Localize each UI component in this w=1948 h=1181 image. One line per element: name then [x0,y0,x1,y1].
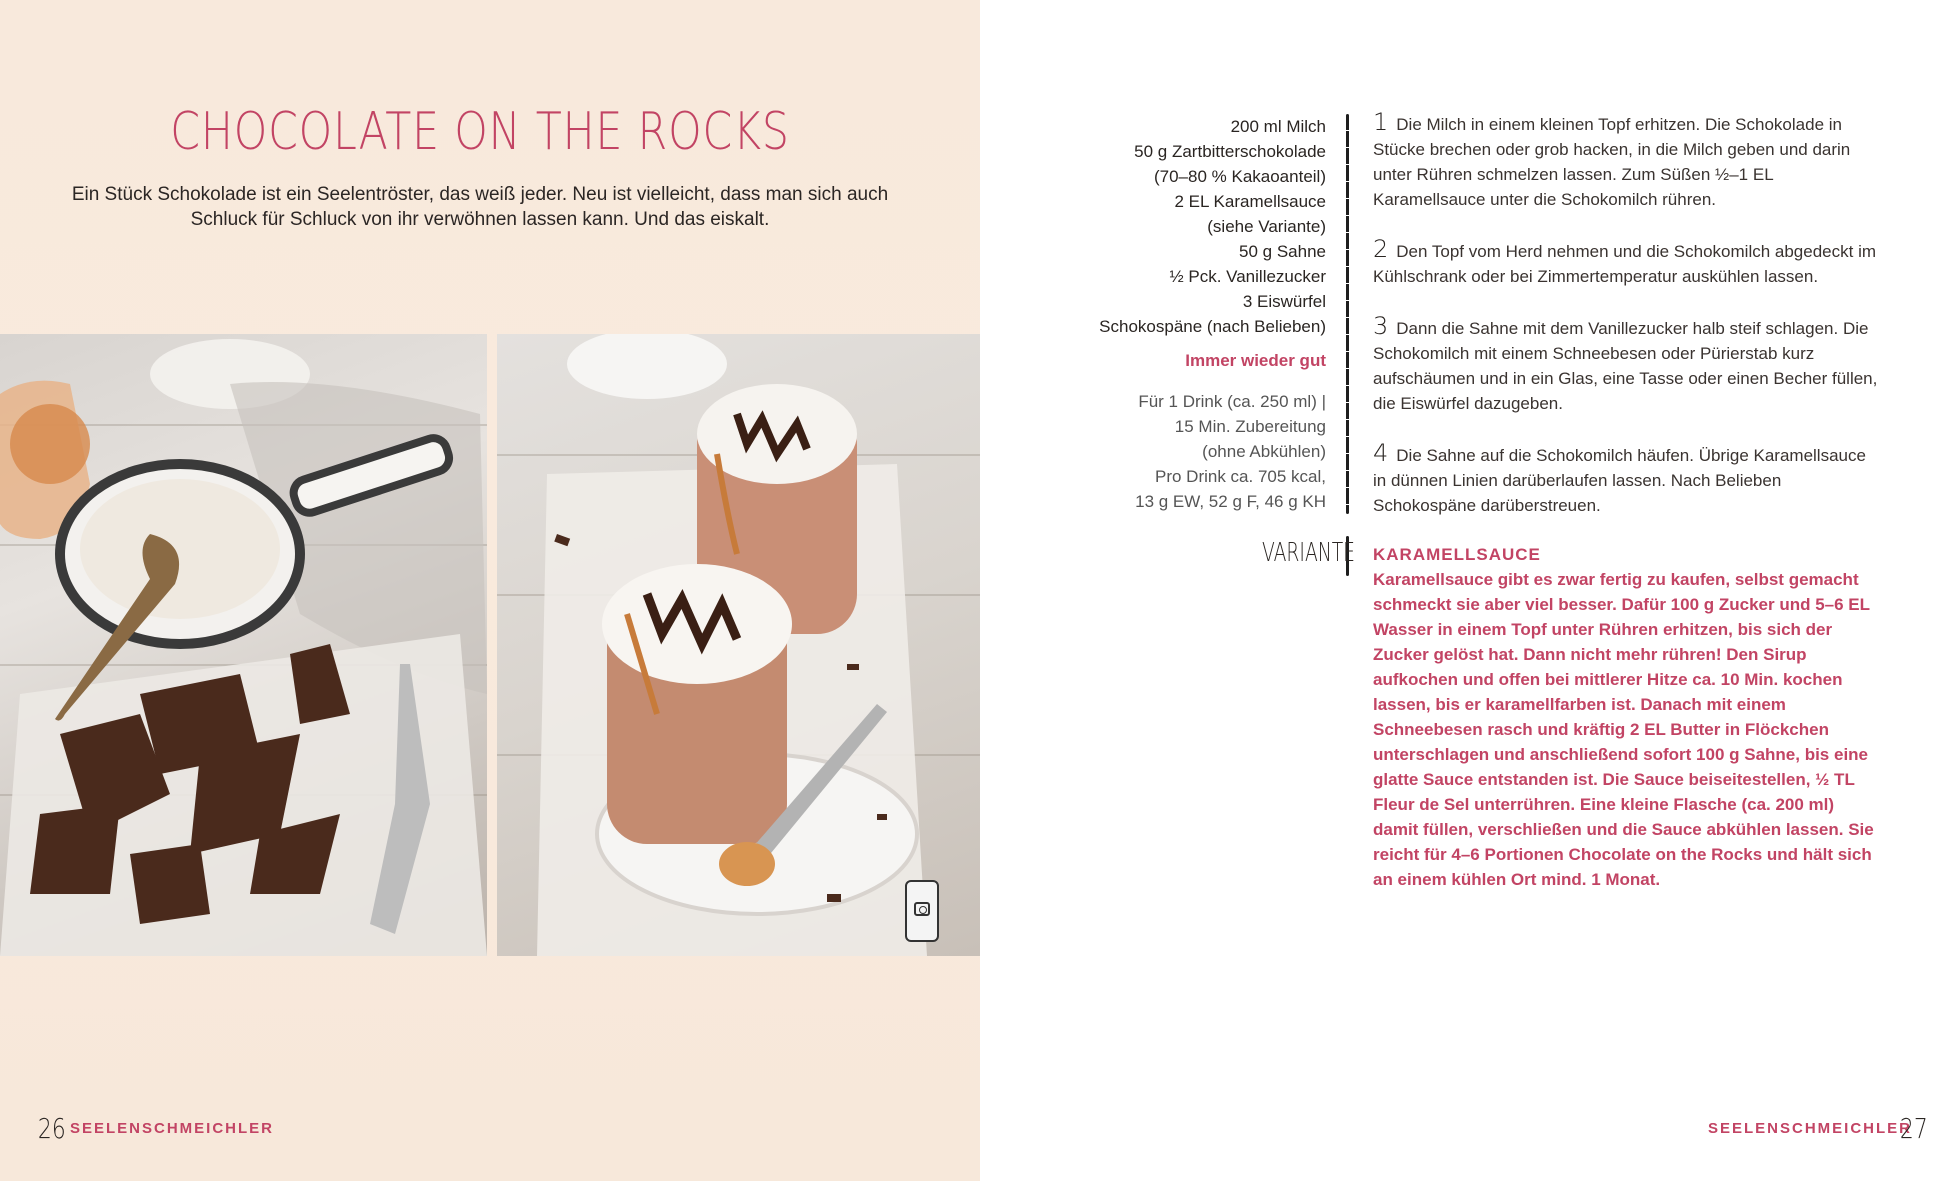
step-item [1373,110,1883,212]
step-number: 2 [1373,235,1389,263]
section-label-right: SEELENSCHMEICHLER [1708,1120,1913,1137]
ingredient-item: ½ Pck. Vanillezucker [1169,267,1326,286]
nutrition-line: Pro Drink ca. 705 kcal, [1154,467,1326,486]
chocolate-pot-illustration [0,334,487,956]
recipe-intro: Ein Stück Schokolade ist ein Seelentröster, das weiß jeder. Neu ist vielleicht, dass man sich auch Schluck für Schluck von ihr verwöhnen lassen kann. Und das eiskalt. [71,184,889,230]
step-text: Den Topf vom Herd nehmen und die Schokomilch abgedeckt im Kühlschrank oder bei Zimmertemperatur auskühlen lassen. [1373,242,1877,286]
ingredient-item: (siehe Variante) [1207,217,1326,236]
ingredient-item: Schokospäne (nach Belieben) [1099,317,1326,336]
tip-label: Immer wieder gut [1185,351,1326,370]
chocolate-drinks-illustration [497,334,980,956]
variant-label: VARIANTE [1262,538,1356,568]
nutrition-line: (ohne Abkühlen) [1202,442,1326,461]
ingredient-item: 200 ml Milch [1230,117,1326,136]
page-number-right: 27 [1899,1112,1928,1145]
ingredient-item: (70–80 % Kakaoanteil) [1153,167,1326,186]
section-label-left: SEELENSCHMEICHLER [70,1120,275,1137]
ingredient-item: 3 Eiswürfel [1242,292,1326,311]
step-item [1373,237,1883,289]
nutrition-line: Für 1 Drink (ca. 250 ml) | [1138,392,1326,411]
ingredient-item: 2 EL Karamellsauce [1174,192,1326,211]
step-number: 4 [1373,439,1389,467]
step-number: 3 [1373,312,1389,340]
recipe-title: CHOCOLATE ON THE ROCKS [170,102,790,162]
ingredient-item: 50 g Sahne [1239,242,1326,261]
variant-block [1373,542,1883,892]
step-item [1373,314,1883,416]
column-divider [1346,114,1349,514]
step-number: 1 [1373,108,1389,136]
camera-phone-icon[interactable] [905,880,939,942]
nutrition-line: 13 g EW, 52 g F, 46 g KH [1135,492,1326,511]
preparation-steps [1373,110,1883,543]
ingredients-list [1026,114,1326,339]
step-text: Die Sahne auf die Schokomilch häufen. Übrige Karamellsauce in dünnen Linien darüberlaufen lassen. Nach Belieben Schokospäne darüberstreuen. [1373,446,1866,515]
step-item [1373,441,1883,518]
variant-text: Karamellsauce gibt es zwar fertig zu kaufen, selbst gemacht schmeckt sie aber viel besser. Dafür 100 g Zucker und 5–6 EL Wasser in einem Topf unter Rühren erhitzen, bis sich der Zucker gelöst hat. Dann nicht mehr rühren! Den Sirup aufkochen und offen bei mittlerer Hitze ca. 10 Min. kochen lassen, bis er karamellfarben ist. Danach mit einem Schneebesen rasch und kräftig 2 EL Butter in Flöckchen unterschlagen und anschließend sofort 100 g Sahne, bis eine glatte Sauce entstanden ist. Die Sauce beiseitestellen, ½ TL Fleur de Sel unterrühren. Eine kleine Flasche (ca. 200 ml) damit füllen, verschließen und die Sauce abkühlen lassen. Sie reicht für 4–6 Portionen Chocolate on the Rocks und hält sich an einem kühlen Ort mind. 1 Monat. [1373,570,1874,889]
ingredient-item: 50 g Zartbitterschokolade [1134,142,1326,161]
nutrition-line: 15 Min. Zubereitung [1174,417,1326,436]
nutrition-info [1066,389,1326,514]
photo-chocolate-drinks [497,334,980,956]
page-number-left: 26 [37,1112,66,1145]
step-text: Dann die Sahne mit dem Vanillezucker halb steif schlagen. Die Schokomilch mit einem Schneebesen oder Pürierstab kurz aufschäumen und in ein Glas, eine Tasse oder einen Becher füllen, die Eiswürfel dazugeben. [1373,319,1878,413]
photo-chocolate-pot [0,334,487,956]
variant-title: KARAMELLSAUCE [1373,545,1541,564]
step-text: Die Milch in einem kleinen Topf erhitzen. Die Schokolade in Stücke brechen oder grob hacken, in die Milch geben und darin unter Rühren schmelzen lassen. Zum Süßen ½–1 EL Karamellsauce unter die Schokomilch rühren. [1373,115,1851,209]
